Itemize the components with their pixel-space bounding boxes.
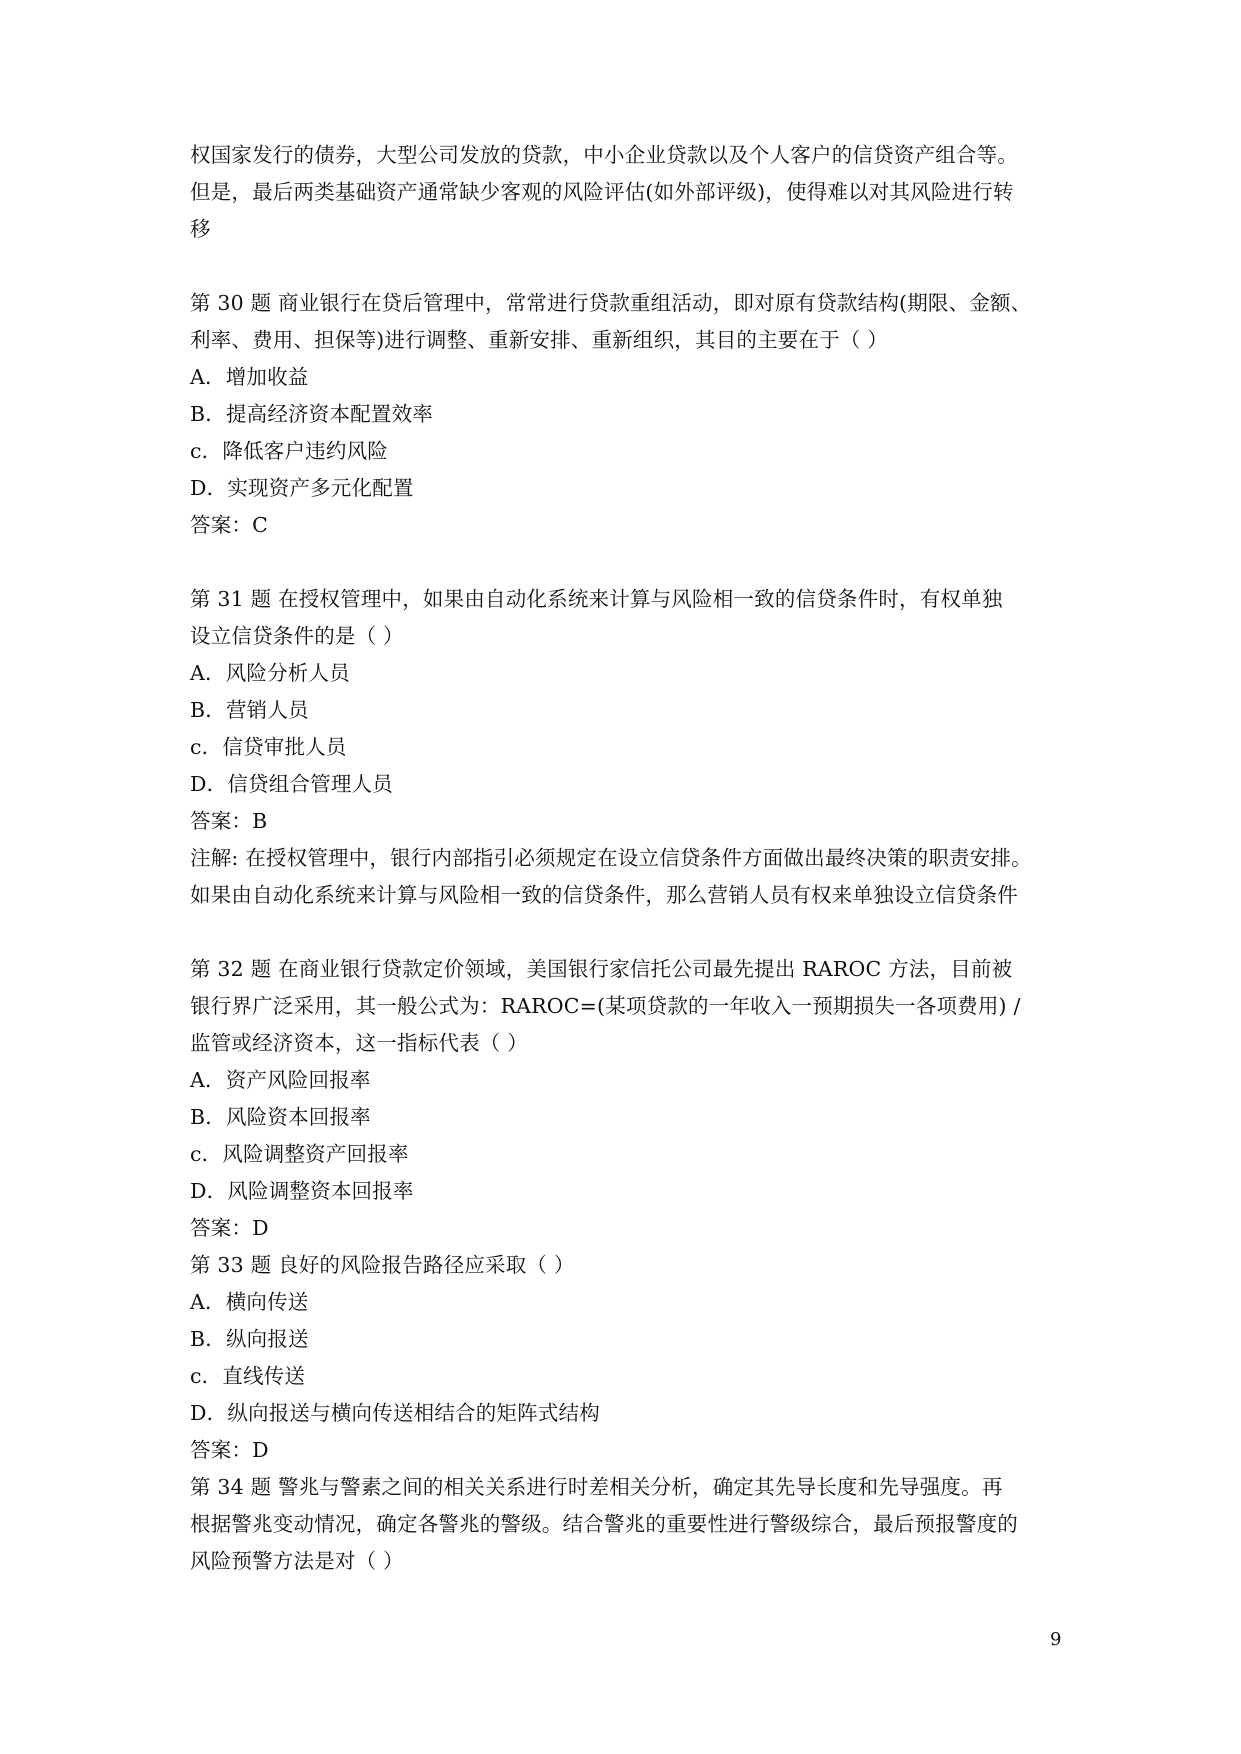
page-number: 9 [1050,1629,1062,1650]
text-line: 权国家发行的债券，大型公司发放的贷款，中小企业贷款以及个人客户的信贷资产组合等。 [190,143,1018,167]
text-block [190,951,1070,1580]
text-line: B．营销人员 [190,698,309,722]
text-line: B．纵向报送 [190,1327,309,1351]
text-line: 监管或经济资本，这一指标代表（ ） [190,1031,528,1055]
text-line: c．信贷审批人员 [190,735,347,759]
paragraph-gap [190,544,1070,581]
text-line: c．风险调整资产回报率 [190,1142,409,1166]
text-line: D．纵向报送与横向传送相结合的矩阵式结构 [190,1401,600,1425]
text-line: 答案：C [190,513,268,537]
text-line: 根据警兆变动情况，确定各警兆的警级。结合警兆的重要性进行警级综合，最后预报警度的 [190,1512,1018,1536]
text-line: D．实现资产多元化配置 [190,476,414,500]
text-line: 但是，最后两类基础资产通常缺少客观的风险评估(如外部评级)，使得难以对其风险进行转 [190,180,1014,204]
text-line: 答案：D [190,1438,269,1462]
text-line: 风险预警方法是对（ ） [190,1549,404,1573]
paragraph-gap [190,248,1070,285]
text-line: 设立信贷条件的是（ ） [190,624,404,648]
text-line: c．直线传送 [190,1364,306,1388]
document-body [190,137,1070,1580]
paragraph-gap [190,914,1070,951]
text-line: 移 [190,217,211,241]
text-line: 第 31 题 在授权管理中，如果由自动化系统来计算与风险相一致的信贷条件时，有权单独 [190,587,1003,611]
text-line: c．降低客户违约风险 [190,439,388,463]
text-line: 第 32 题 在商业银行贷款定价领域，美国银行家信托公司最先提出 RAROC 方法，目前被 [190,957,1013,981]
text-line: A．资产风险回报率 [190,1068,371,1092]
text-line: 答案：D [190,1216,269,1240]
text-line: A．风险分析人员 [190,661,350,685]
text-line: A．增加收益 [190,365,309,389]
text-line: 第 34 题 警兆与警素之间的相关关系进行时差相关分析，确定其先导长度和先导强度。再 [190,1475,1003,1499]
text-line: 答案：B [190,809,268,833]
text-line: 注解: 在授权管理中，银行内部指引必须规定在设立信贷条件方面做出最终决策的职责安排。 [190,846,1032,870]
text-line: A．横向传送 [190,1290,309,1314]
text-block [190,285,1070,544]
text-line: B．提高经济资本配置效率 [190,402,433,426]
text-line: D．风险调整资本回报率 [190,1179,414,1203]
text-line: B．风险资本回报率 [190,1105,371,1129]
text-line: 第 33 题 良好的风险报告路径应采取（ ） [190,1253,575,1277]
text-block [190,581,1070,914]
text-line: D．信贷组合管理人员 [190,772,393,796]
text-block [190,137,1070,248]
text-line: 利率、费用、担保等)进行调整、重新安排、重新组织，其目的主要在于（ ） [190,328,889,352]
text-line: 第 30 题 商业银行在贷后管理中，常常进行贷款重组活动，即对原有贷款结构(期限、金额、 [190,291,1032,315]
text-line: 银行界广泛采用，其一般公式为：RAROC=(某项贷款的一年收入一预期损失一各项费用) / [190,994,1021,1018]
text-line: 如果由自动化系统来计算与风险相一致的信贷条件，那么营销人员有权来单独设立信贷条件 [190,883,1018,907]
